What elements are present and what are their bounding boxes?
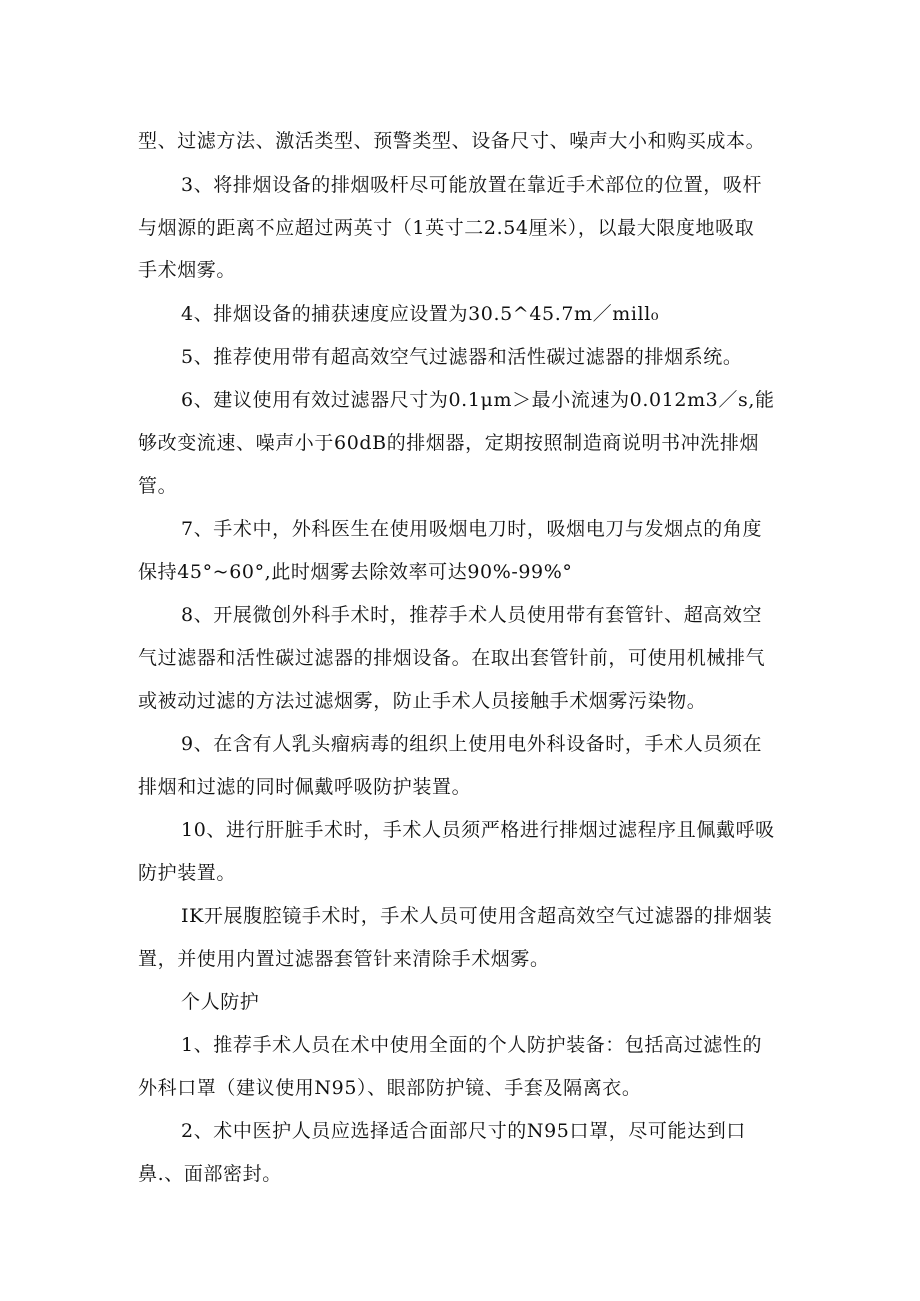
- section-heading: 个人防护: [181, 991, 260, 1013]
- text-line: 9、在含有人乳头瘤病毒的组织上使用电外科设备时，手术人员须在: [181, 733, 763, 755]
- text-line: 或被动过滤的方法过滤烟雾，防止手术人员接触手术烟雾污染物。: [138, 690, 707, 712]
- text-line: 置，并使用内置过滤器套管针来清除手术烟雾。: [138, 948, 550, 970]
- text-line: 手术烟雾。: [138, 259, 237, 281]
- text-line: 外科口罩（建议使用N95）、眼部防护镜、手套及隔离衣。: [138, 1077, 642, 1099]
- text-line: 10、进行肝脏手术时，手术人员须严格进行排烟过滤程序且佩戴呼吸: [181, 819, 775, 841]
- text-line: 4、排烟设备的捕获速度应设置为30.5^45.7m／mill₀: [181, 303, 660, 325]
- text-line: 型、过滤方法、激活类型、预警类型、设备尺寸、噪声大小和购买成本。: [138, 130, 766, 152]
- text-line: 排烟和过滤的同时佩戴呼吸防护装置。: [138, 776, 472, 798]
- text-line: 1、推荐手术人员在术中使用全面的个人防护装备：包括高过滤性的: [181, 1034, 763, 1056]
- text-line: 鼻.、面部密封。: [138, 1163, 282, 1185]
- text-line: 6、建议使用有效过滤器尺寸为0.1μm＞最小流速为0.012m3／s,能: [181, 389, 775, 411]
- text-line: 2、术中医护人员应选择适合面部尺寸的N95口罩，尽可能达到口: [181, 1120, 746, 1142]
- text-line: 保持45°~60°,此时烟雾去除效率可达90%-99%°: [138, 561, 573, 583]
- text-line: 够改变流速、噪声小于60dB的排烟器，定期按照制造商说明书冲洗排烟: [138, 432, 760, 454]
- text-line: 8、开展微创外科手术时，推荐手术人员使用带有套管针、超高效空: [181, 604, 763, 626]
- text-line: 7、手术中，外科医生在使用吸烟电刀时，吸烟电刀与发烟点的角度: [181, 518, 763, 540]
- text-line: 5、推荐使用带有超高效空气过滤器和活性碳过滤器的排烟系统。: [181, 346, 743, 368]
- text-line: IK开展腹腔镜手术时，手术人员可使用含超高效空气过滤器的排烟装: [181, 905, 773, 927]
- text-line: 与烟源的距离不应超过两英寸（1英寸二2.54厘米），以最大限度地吸取: [138, 217, 755, 239]
- text-line: 3、将排烟设备的排烟吸杆尽可能放置在靠近手术部位的位置，吸杆: [181, 174, 763, 196]
- text-line: 管。: [138, 475, 178, 497]
- text-line: 气过滤器和活性碳过滤器的排烟设备。在取出套管针前，可使用机械排气: [138, 647, 766, 669]
- text-line: 防护装置。: [138, 862, 237, 884]
